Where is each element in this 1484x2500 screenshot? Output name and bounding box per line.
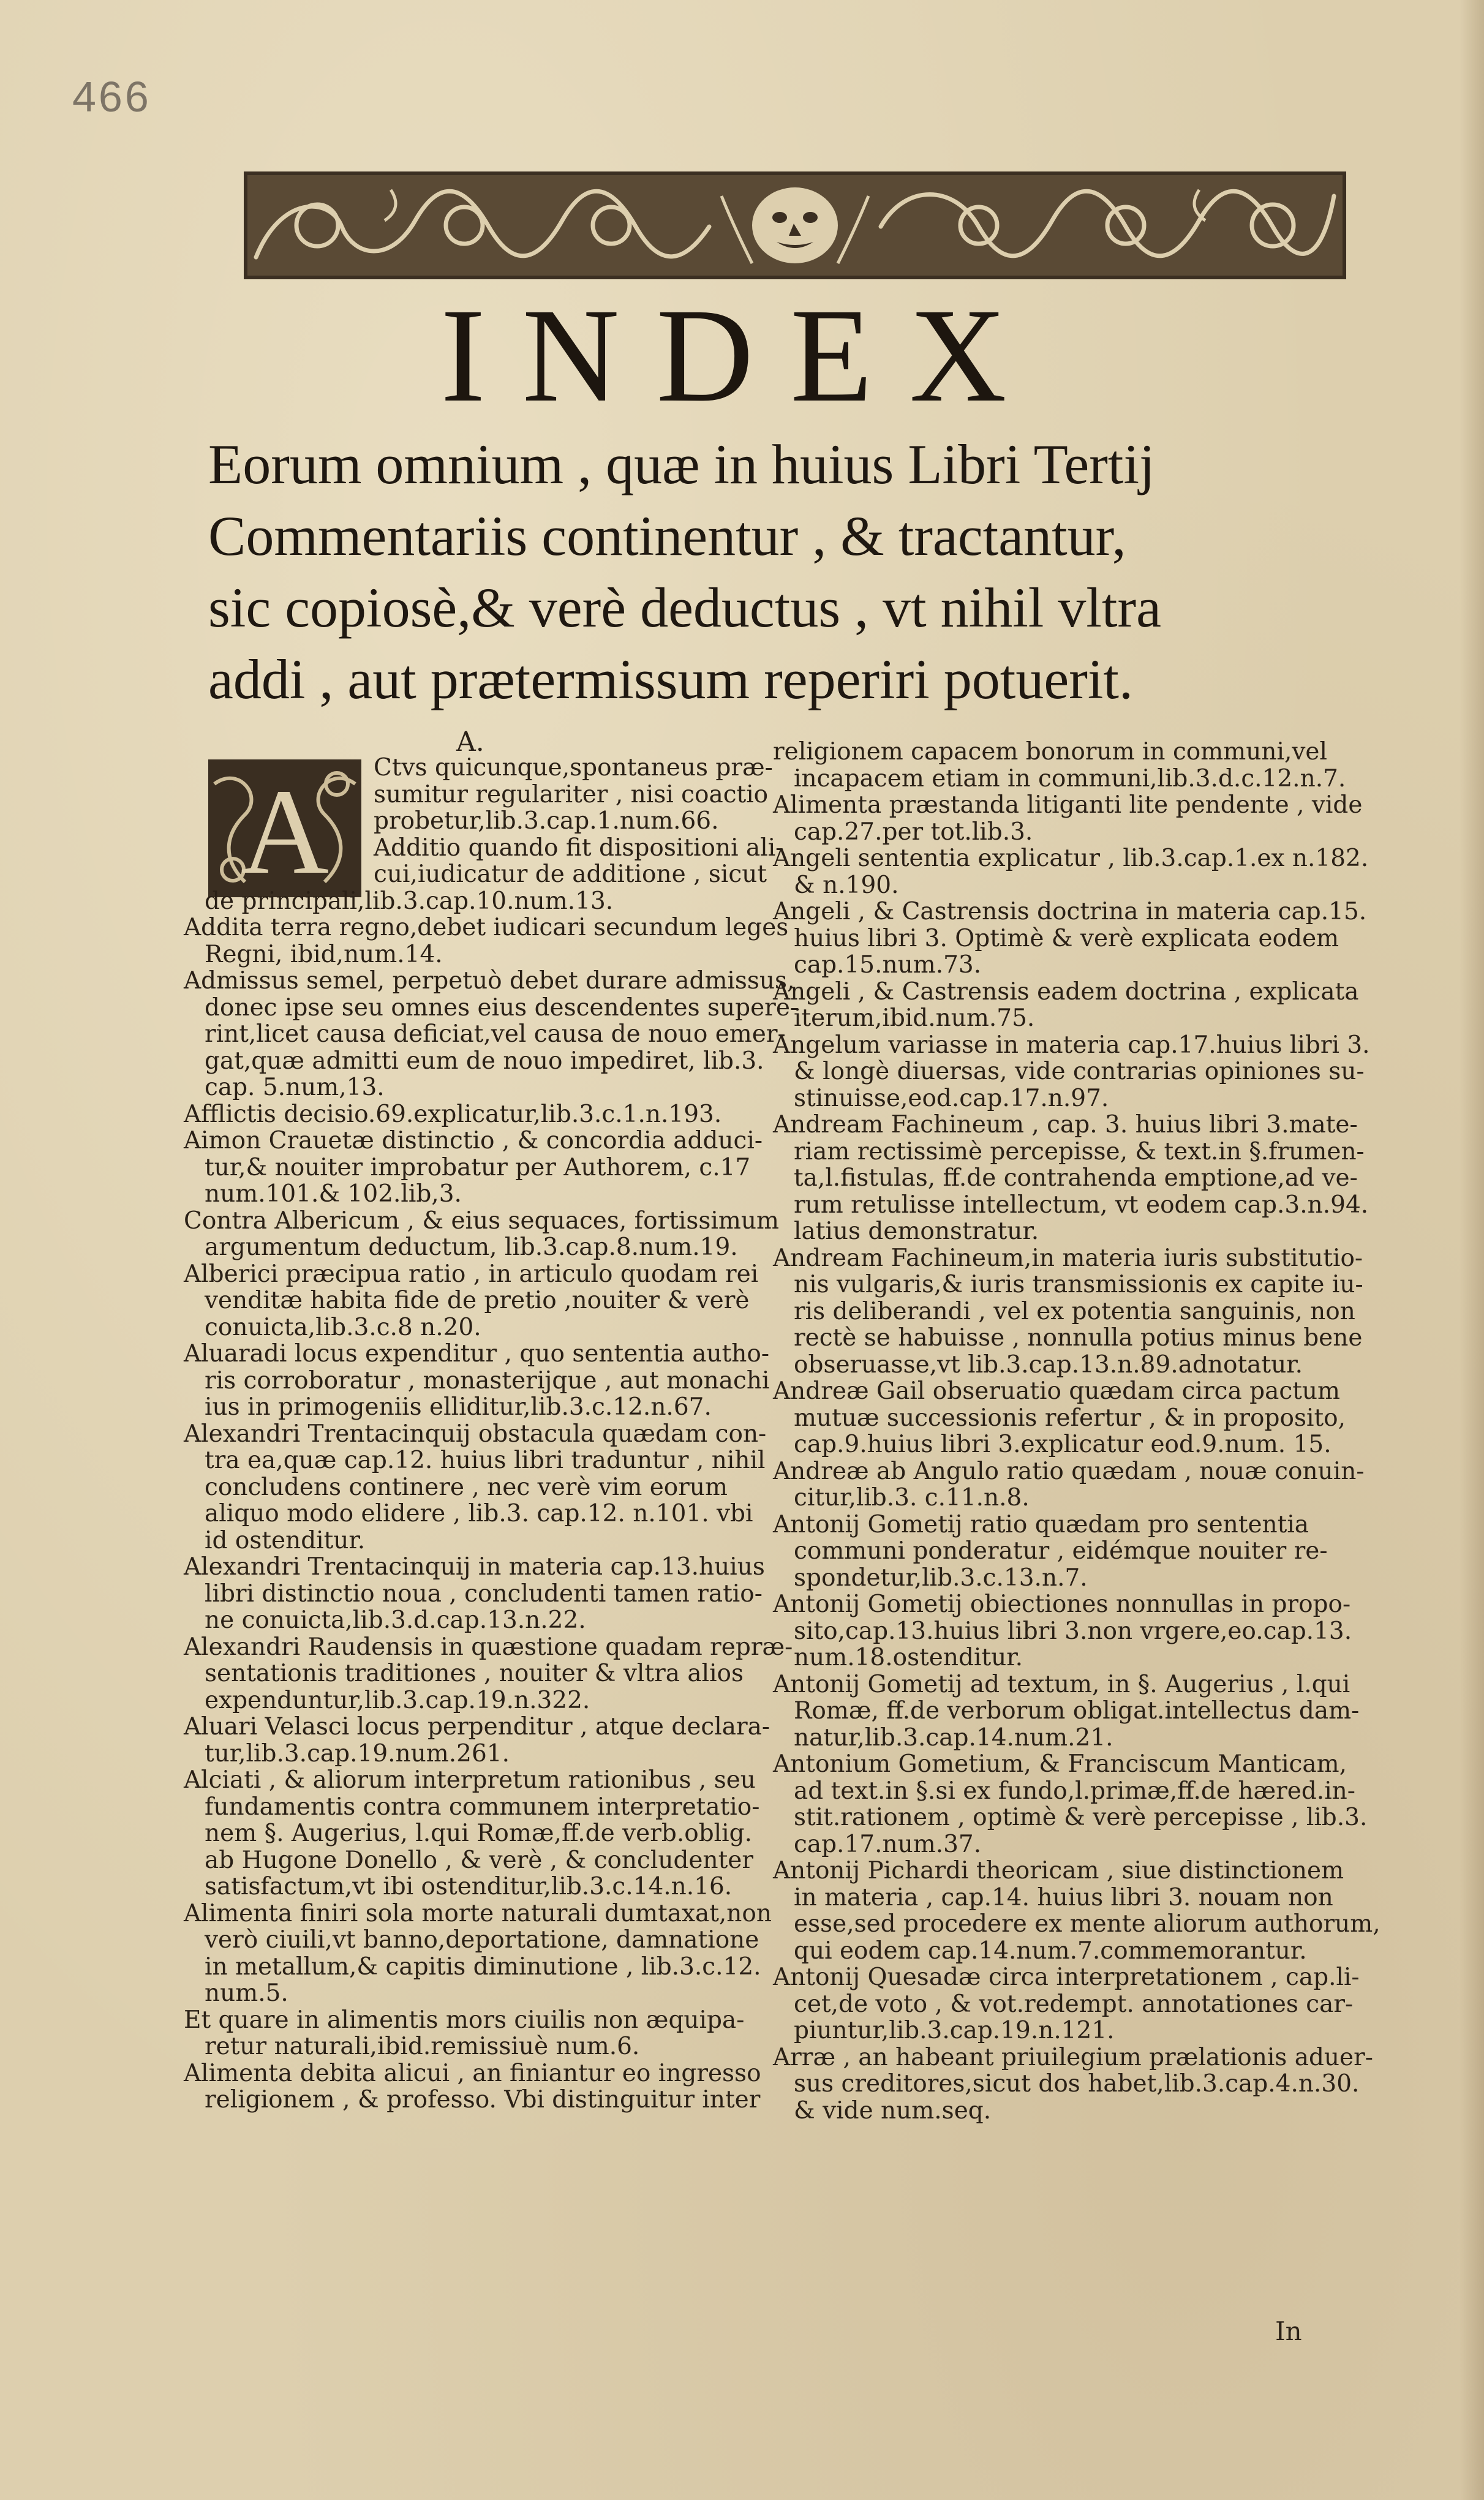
index-entry-line: stinuisse,eod.cap.17.n.97. [794,1084,1109,1112]
index-entry-line: Aluaradi locus expenditur , quo sententia autho- [184,1340,770,1368]
index-entry-line: Antonij Gometij obiectiones nonnullas in propo- [773,1591,1351,1618]
index-entry-line: in materia , cap.14. huius libri 3. nouam non [794,1883,1333,1911]
index-entry-line: ris deliberandi , vel ex potentia sanguinis, non [794,1297,1355,1325]
index-entry-line: & n.190. [794,871,899,899]
index-entry [184,2007,759,2060]
index-entry-line: nis vulgaris,& iuris transmissionis ex capite iu- [794,1271,1363,1298]
index-entry-line: Arræ , an habeant priuilegium prælationis aduer- [773,2043,1373,2071]
index-entry-line: ius in primogeniis elliditur,lib.3.c.12.n.67. [205,1393,712,1421]
index-entry-line: sus creditores,sicut dos habet,lib.3.cap.4.n.30. [794,2070,1360,2098]
index-entry [773,2043,1373,2125]
index-entry-line: rectè se habuisse , nonnulla potius minus bene [794,1324,1363,1352]
index-entry [184,1553,765,1634]
index-entry-line: obseruasse,vt lib.3.cap.13.n.89.adnotatur. [794,1350,1303,1379]
index-entry-line: mutuæ successionis refertur , & in proposito, [794,1404,1346,1432]
index-entry-line: Alimenta finiri sola morte naturali dumtaxat,non [184,1899,772,1927]
index-entry-line: Antonium Gometium, & Franciscum Manticam, [773,1750,1347,1778]
index-entry-line: iterum,ibid.num.75. [794,1004,1035,1032]
index-entry-line: Alexandri Raudensis in quæstione quadam repræ- [184,1633,793,1661]
index-entry-line: Aluari Velasci locus perpenditur , atque declara- [184,1713,770,1741]
index-entry-line: religionem , & professo. Vbi distinguitur inter [205,2086,761,2114]
index-entry-line: ab Hugone Donello , & verè , & concludenter [205,1846,754,1874]
index-entry [773,792,1361,845]
index-entry-line: esse,sed procedere ex mente aliorum authorum, [794,1910,1380,1938]
index-title: INDEX [440,280,1044,430]
index-entry [184,1899,772,2007]
index-entry [773,1591,1361,1671]
index-entry-line: cui,iudicatur de additione , sicut [374,860,767,888]
subtitle-line: sic copiosè,& verè deductus , vt nihil vltra [208,576,1161,639]
section-letter: A. [456,726,484,758]
index-entry-line: nem §. Augerius, l.qui Romæ,ff.de verb.oblig. [205,1820,752,1847]
index-entry-line: cap.17.num.37. [794,1830,982,1858]
index-entry-line: donec ipse seu omnes eius descendentes supere- [205,993,799,1022]
index-entry-line: de principali,lib.3.cap.10.num.13. [205,887,614,915]
index-entry [773,1671,1361,1752]
index-entry-line: Angeli , & Castrensis eadem doctrina , explicata [773,977,1359,1006]
index-entry-line: natur,lib.3.cap.14.num.21. [794,1723,1113,1752]
index-entry [184,754,773,835]
index-entry-line: ad text.in §.si ex fundo,l.primæ,ff.de hæred.in- [794,1777,1355,1805]
index-entry [773,979,1361,1032]
index-entry-line: libri distinctio noua , concludenti tamen ratio- [205,1579,763,1608]
index-entry-line: cap.27.per tot.lib.3. [794,818,1033,846]
index-entry-line: Alexandri Trentacinquij obstacula quædam con- [184,1420,767,1448]
index-entry-line: cet,de voto , & vot.redempt. annotationes car- [794,1990,1354,2018]
index-entry-line: Afflictis decisio.69.explicatur,lib.3.c.1.n.193. [184,1100,722,1128]
index-column-right [773,738,1380,2125]
index-entry [773,1964,1361,2044]
index-entry [184,1207,779,1261]
index-entry [184,1127,763,1208]
index-entry [184,1340,770,1421]
index-entry-line: Antonij Quesadæ circa interpretationem , cap.li- [773,1963,1360,1991]
index-entry-line: argumentum deductum, lib.3.cap.8.num.19. [205,1233,738,1261]
index-entry-line: satisfactum,vt ibi ostenditur,lib.3.c.14.n.16. [205,1873,733,1900]
index-entry [773,1378,1361,1458]
index-entry-line: num.5. [205,1979,288,2007]
index-entry-line: fundamentis contra communem interpretatio- [205,1793,760,1821]
index-entry-line: spondetur,lib.3.c.13.n.7. [794,1564,1088,1592]
index-entry-line: tra ea,quæ cap.12. huius libri traduntur , nihil [205,1447,766,1474]
page-number: 466 [72,73,151,121]
index-entry-line: Antonij Pichardi theoricam , siue distinctionem [773,1857,1344,1884]
index-entry-line: probetur,lib.3.cap.1.num.66. [374,807,719,835]
index-entry [184,834,784,915]
index-entry-line: Alciati , & aliorum interpretum rationibus , seu [184,1766,756,1794]
ornamental-headpiece [244,171,1346,279]
index-entry-line: verò ciuili,vt banno,deportatione, damnatione [205,1926,759,1954]
index-entry-line: num.18.ostenditur. [794,1644,1023,1671]
index-entry [184,967,799,1101]
index-entry [184,1713,770,1768]
index-entry [773,1457,1365,1512]
svg-text:A: A [240,764,330,897]
index-entry-line: citur,lib.3. c.11.n.8. [794,1484,1030,1512]
index-entry [184,1261,759,1341]
index-entry-line: retur naturali,ibid.remissiuè num.6. [205,2033,640,2060]
index-entry-line: piuntur,lib.3.cap.19.n.121. [794,2017,1115,2044]
index-entry [773,739,1361,792]
index-entry-line: huius libri 3. Optimè & verè explicata eodem [794,924,1339,952]
index-subtitle [208,429,1372,715]
index-entry [773,1031,1370,1112]
catchword: In [1275,2316,1302,2346]
index-entry-line: cap.15.num.73. [794,951,982,979]
index-entry-line: Antonij Gometij ratio quædam pro sententia [773,1510,1309,1538]
index-entry-line: Andreæ Gail obseruatio quædam circa pactum [773,1377,1340,1405]
index-entry-line: Alberici præcipua ratio , in articulo quodam rei [184,1260,759,1288]
index-entry-line: sumitur regulariter , nisi coactio [374,780,769,808]
index-entry [184,1767,759,1900]
index-entry-line: latius demonstratur. [794,1218,1039,1245]
index-entry [773,898,1367,979]
index-entry-line: riam rectissimè percepisse, & text.in §.frumen- [794,1137,1365,1165]
index-entry-line: rum retulisse intellectum, vt eodem cap.3.n.94. [794,1191,1369,1219]
index-entry [184,2060,759,2114]
index-entry-line: Angeli sententia explicatur , lib.3.cap.1.ex n.182. [773,845,1369,872]
index-entry-line: Additio quando fit dispositioni ali- [374,834,784,862]
index-entry [184,1633,793,1714]
index-entry-line: Regni, ibid,num.14. [205,940,443,968]
index-entry-line: ta,l.fistulas, ff.de contrahenda emptione,ad ve- [794,1164,1358,1192]
index-entry-line: Andreæ ab Angulo ratio quædam , nouæ conuin- [773,1457,1365,1485]
index-entry-line: Alimenta debita alicui , an finiantur eo ingresso [184,2059,761,2087]
index-entry [773,1245,1361,1379]
index-entry-line: conuicta,lib.3.c.8 n.20. [205,1313,481,1341]
index-entry-line: venditæ habita fide de pretio ,nouiter & verè [205,1287,750,1314]
index-entry-line: num.101.& 102.lib,3. [205,1180,462,1208]
index-entry-line: concludens continere , nec verè vim eorum [205,1473,728,1501]
index-entry [773,1857,1380,1965]
index-entry-line: Et quare in alimentis mors ciuilis non æquipa- [184,2006,745,2034]
index-entry-line: cap.9.huius libri 3.explicatur eod.9.num. 15. [794,1431,1331,1458]
index-entry-line: qui eodem cap.14.num.7.commemorantur. [794,1937,1307,1965]
index-entry-line: & longè diuersas, vide contrarias opiniones su- [794,1058,1365,1085]
index-entry-line: communi ponderatur , eidémque nouiter re- [794,1537,1328,1565]
index-entry-line: Andream Fachineum,in materia iuris substitutio- [773,1244,1363,1272]
index-entry-line: Contra Albericum , & eius sequaces, fortissimum [184,1207,779,1235]
index-entry-line: Ctvs quicunque,spontaneus præ- [374,754,773,781]
index-entry-line: Angeli , & Castrensis doctrina in materia cap.15. [773,898,1367,925]
index-entry-line: religionem capacem bonorum in communi,vel [773,738,1327,766]
index-entry-line: tur,lib.3.cap.19.num.261. [205,1739,510,1768]
index-entry-line: Aimon Crauetæ distinctio , & concordia adduci- [184,1127,763,1154]
page-edge-shadow [1460,0,1484,2500]
index-entry-line: gat,quæ admitti eum de nouo impediret, lib.3. [205,1047,764,1075]
index-entry [773,1750,1368,1858]
index-entry-line: id ostenditur. [205,1526,366,1554]
index-entry-line: Addita terra regno,debet iudicari secundum leges [184,914,789,941]
index-entry-line: Angelum variasse in materia cap.17.huius libri 3. [773,1031,1370,1059]
index-entry-line: expenduntur,lib.3.cap.19.n.322. [205,1686,590,1714]
index-entry-line: Alexandri Trentacinquij in materia cap.13.huius [184,1553,765,1581]
index-entry-line: Admissus semel, perpetuò debet durare admissus, [184,967,795,995]
index-entry-line: incapacem etiam in communi,lib.3.d.c.12.n.7. [794,764,1346,793]
index-entry-line: ris corroboratur , monasterijque , aut monachi [205,1366,770,1395]
index-column-left [184,754,799,2114]
index-entry-line: tur,& nouiter improbatur per Authorem, c.17 [205,1153,751,1181]
index-entry-line: Romæ, ff.de verborum obligat.intellectus dam- [794,1697,1360,1725]
index-entry-line: sentationis traditiones , nouiter & vltra alios [205,1660,744,1687]
index-entry-line: aliquo modo elidere , lib.3. cap.12. n.101. vbi [205,1500,753,1527]
index-entry-line: rint,licet causa deficiat,vel causa de nouo emer- [205,1020,786,1048]
index-entry [184,914,789,968]
index-entry-line: in metallum,& capitis diminutione , lib.3.c.12. [205,1952,761,1981]
index-entry-line: Andream Fachineum , cap. 3. huius libri 3.mate- [773,1111,1358,1139]
index-entry-line: & vide num.seq. [794,2096,992,2125]
subtitle-line: Eorum omnium , quæ in huius Libri Tertij [208,433,1155,495]
index-entry-line: Antonij Gometij ad textum, in §. Augerius , l.qui [773,1670,1350,1698]
index-entry [773,1111,1369,1245]
index-entry [773,1512,1361,1592]
index-entry [184,1101,759,1128]
subtitle-line: addi , aut prætermissum reperiri potuerit. [208,648,1133,710]
index-entry-line: Alimenta præstanda litiganti lite pendente , vide [773,791,1363,819]
index-entry [184,1420,767,1554]
index-entry-line: cap. 5.num,13. [205,1074,385,1101]
index-entry-line: sito,cap.13.huius libri 3.non vrgere,eo.cap.13. [794,1617,1352,1645]
index-entry [773,845,1369,899]
subtitle-line: Commentariis continentur , & tractantur, [208,505,1126,567]
index-entry-line: ne conuicta,lib.3.d.cap.13.n.22. [205,1606,586,1634]
index-entry-line: stit.rationem , optimè & verè percepisse , lib.3. [794,1804,1368,1831]
